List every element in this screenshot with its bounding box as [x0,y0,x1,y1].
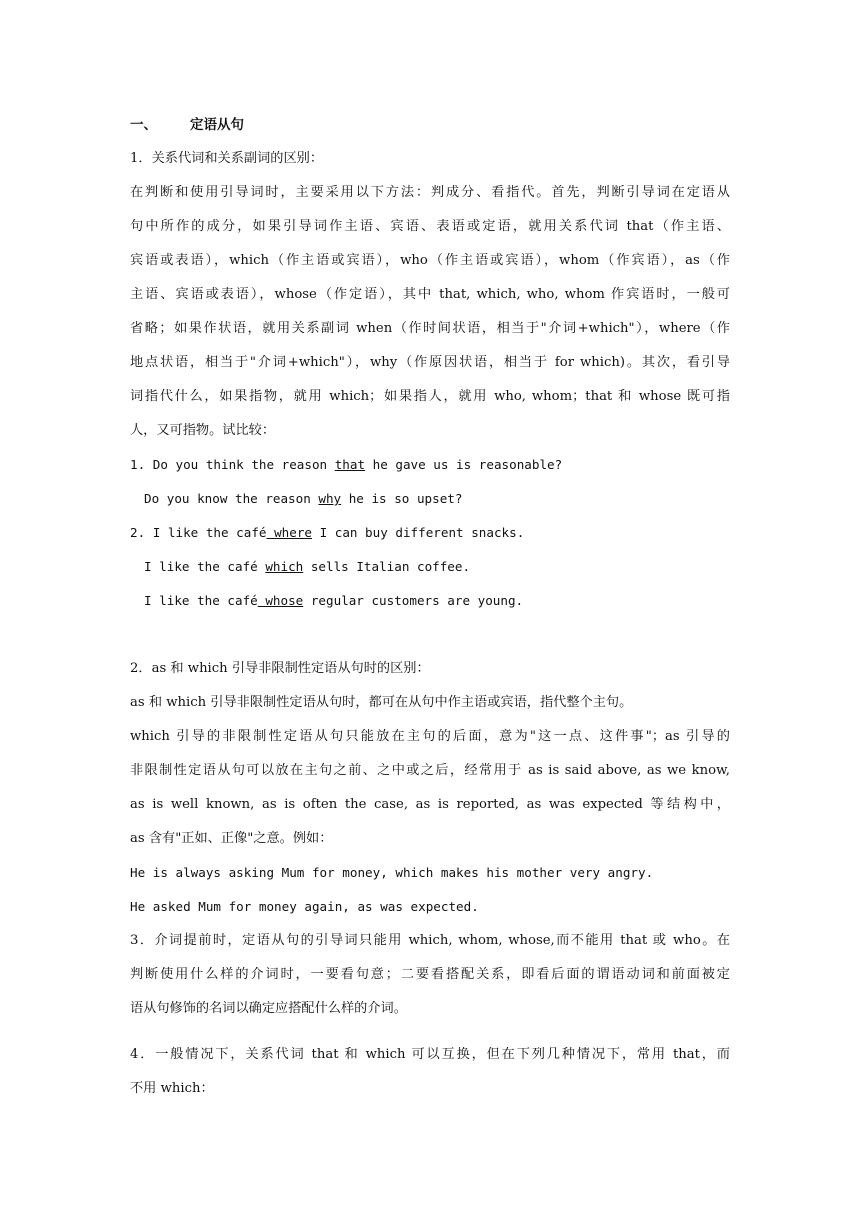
example-sentence: He asked Mum for money again, as was expected. [130,899,479,914]
point-1-line: 省略；如果作状语，就用关系副词 when（作时间状语，相当于"介词+which"），where（作 [130,321,730,336]
example-sentence [130,516,730,550]
underlined-word: why [318,491,342,506]
point-4-line: 不用 which： [130,1081,214,1096]
point-2-line: which 引导的非限制性定语从句只能放在主句的后面，意为"这一点、这件事"；as 引导的 [130,729,730,744]
example-text: I like the café [144,559,266,574]
example-text: he is so upset? [341,491,463,506]
example-text: he gave us is reasonable? [365,457,563,472]
underlined-word: whose [257,593,304,608]
point-3-line: 语从句修饰的名词以确定应搭配什么样的介词。 [130,1001,407,1016]
point-1-line: 词指代什么，如果指物，就用 which；如果指人，就用 who, whom；that 和 whose 既可指 [130,389,730,404]
example-sentence [130,482,730,516]
point-3-line: 3．介词提前时，定语从句的引导词只能用 which, whom, whose,而不能用 that 或 who。在 [130,933,730,948]
point-1-line: 在判断和使用引导词时，主要采用以下方法：判成分、看指代。首先，判断引导词在定语从 [130,185,730,200]
point-4-line: 4．一般情况下，关系代词 that 和 which 可以互换，但在下列几种情况下，常用 that，而 [130,1047,730,1062]
example-text: 1. Do you think the reason [130,457,335,472]
point-2-line: as is well known, as is often the case, as is reported, as was expected 等结构中， [130,797,730,812]
example-sentence: He is always asking Mum for money, which makes his mother very angry. [130,865,654,880]
underlined-word: where [266,525,312,540]
point-1-line: 宾语或表语），which（作主语或宾语），who（作主语或宾语），whom（作宾语），as（作 [130,253,730,268]
point-1-line: 主语、宾语或表语），whose（作定语），其中 that, which, who, whom 作宾语时，一般可 [130,287,730,302]
example-text: 2. I like the café [130,525,267,540]
point-1-line: 句中所作的成分，如果引导词作主语、宾语、表语或定语，就用关系代词 that（作主语、 [130,219,730,234]
section-number: 一、 [130,117,157,133]
example-text: regular customers are young. [303,593,524,608]
example-sentence [130,550,730,584]
underlined-word: that [334,457,366,472]
document-body [130,108,730,1106]
point-2-line: as 含有"正如、正像"之意。例如： [130,831,333,846]
point-2-line: as 和 which 引导非限制性定语从句时，都可在从句中作主语或宾语，指代整个主句。 [130,695,633,710]
point-1-line: 人，又可指物。试比较： [130,423,276,438]
example-text: I can buy different snacks. [311,525,525,540]
example-text: sells Italian coffee. [303,559,471,574]
spacer [130,1026,730,1038]
example-text: I like the café [144,593,258,608]
example-sentence [130,584,730,618]
underlined-word: which [265,559,304,574]
point-1-heading: 1．关系代词和关系副词的区别： [130,151,324,166]
point-2-heading: 2．as 和 which 引导非限制性定语从句时的区别： [130,661,430,676]
point-3-line: 判断使用什么样的介词时，一要看句意；二要看搭配关系，即看后面的谓语动词和前面被定 [130,967,730,982]
example-sentence [130,448,730,482]
point-1-line: 地点状语，相当于"介词+which"），why（作原因状语，相当于 for which)。其次，看引导 [130,355,730,370]
spacer [130,618,730,652]
section-title: 定语从句 [190,117,244,133]
section-heading [130,108,730,142]
example-text: Do you know the reason [144,491,319,506]
point-2-line: 非限制性定语从句可以放在主句之前、之中或之后，经常用于 as is said above, as we know, [130,763,730,778]
